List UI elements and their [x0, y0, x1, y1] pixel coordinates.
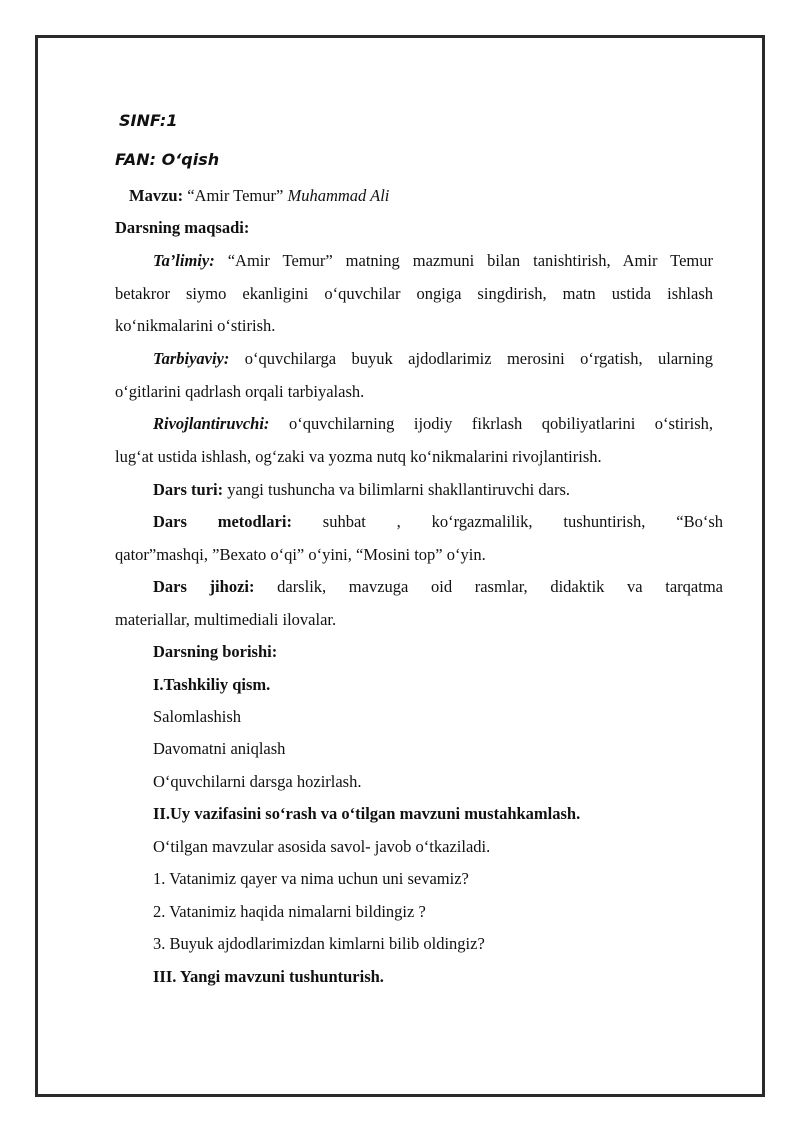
lesson-type: Dars turi: yangi tushuncha va bilimlarni shakllantiruvchi dars.: [153, 480, 570, 499]
topic-label: Mavzu:: [129, 186, 184, 205]
lesson-equipment-line1: Dars jihozi: darslik, mavzuga oid rasmlar, didaktik va tarqatma: [153, 577, 723, 596]
grade-label: SINF:1: [119, 111, 178, 130]
developmental-goal-line2: lug‘at ustida ishlash, og‘zaki va yozma nutq ko‘nikmalarini rivojlantirish.: [115, 447, 602, 466]
lesson-methods-label: Dars metodlari:: [153, 512, 292, 531]
question-item: 1. Vatanimiz qayer va nima uchun uni sevamiz?: [153, 869, 469, 888]
topic-title: “Amir Temur”: [183, 186, 288, 205]
goals-heading: Darsning maqsadi:: [115, 218, 250, 237]
educational-goal-line3: ko‘nikmalarini o‘stirish.: [115, 316, 276, 335]
developmental-goal-line1: Rivojlantiruvchi: o‘quvchilarning ijodiy fikrlash qobiliyatlarini o‘stirish,: [153, 414, 713, 433]
list-item: O‘quvchilarni darsga hozirlash.: [153, 772, 362, 791]
lesson-equipment-line2: materiallar, multimediali ilovalar.: [115, 610, 337, 629]
list-item: Davomatni aniqlash: [153, 739, 286, 758]
subject-label: FAN: O‘qish: [115, 150, 220, 169]
upbringing-goal-line2: o‘gitlarini qadrlash orqali tarbiyalash.: [115, 382, 365, 401]
question-item: 3. Buyuk ajdodlarimizdan kimlarni bilib oldingiz?: [153, 934, 485, 953]
section2-intro: O‘tilgan mavzular asosida savol- javob o‘tkaziladi.: [153, 837, 491, 856]
developmental-goal-label: Rivojlantiruvchi:: [153, 414, 270, 433]
lesson-methods-line2: qator”mashqi, ”Bexato o‘qi” o‘yini, “Mosini top” o‘yin.: [115, 545, 486, 564]
section3-heading: III. Yangi mavzuni tushunturish.: [153, 967, 384, 986]
topic-author: Muhammad Ali: [287, 186, 390, 205]
section2-heading: II.Uy vazifasini so‘rash va o‘tilgan mavzuni mustahkamlash.: [153, 804, 581, 823]
lesson-type-label: Dars turi:: [153, 480, 224, 499]
topic-line: [129, 186, 389, 206]
educational-goal-label: Ta’limiy:: [153, 251, 215, 270]
section1-heading: I.Tashkiliy qism.: [153, 675, 271, 694]
lesson-progress-heading: Darsning borishi:: [153, 642, 278, 661]
educational-goal-line1: Ta’limiy: “Amir Temur” matning mazmuni bilan tanishtirish, Amir Temur: [153, 251, 713, 270]
upbringing-goal-line1: Tarbiyaviy: o‘quvchilarga buyuk ajdodlarimiz merosini o‘rgatish, ularning: [153, 349, 713, 368]
list-item: Salomlashish: [153, 707, 242, 726]
educational-goal-line2: betakror siymo ekanligini o‘quvchilar ongiga singdirish, matn ustida ishlash: [115, 284, 713, 303]
lesson-equipment-label: Dars jihozi:: [153, 577, 255, 596]
lesson-methods-line1: Dars metodlari: suhbat , ko‘rgazmalilik, tushuntirish, “Bo‘sh: [153, 512, 723, 531]
question-item: 2. Vatanimiz haqida nimalarni bildingiz ?: [153, 902, 426, 921]
upbringing-goal-label: Tarbiyaviy:: [153, 349, 230, 368]
